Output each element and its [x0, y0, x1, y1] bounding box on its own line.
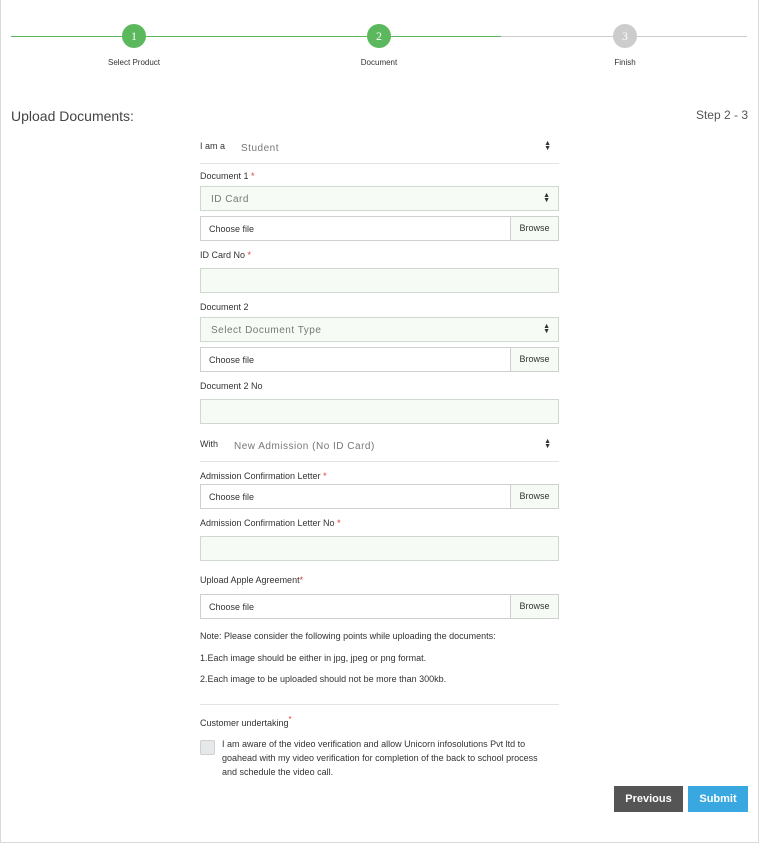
step-2-label: Document — [360, 58, 398, 67]
with-label: With — [200, 439, 218, 449]
document1-type-select[interactable] — [200, 186, 559, 211]
step-3-circle[interactable]: 3 — [613, 24, 637, 48]
upload-note-intro: Note: Please consider the following points while uploading the documents: — [200, 631, 496, 641]
with-select[interactable] — [200, 436, 559, 462]
admission-letter-no-input[interactable] — [200, 536, 559, 561]
document2-no-label: Document 2 No — [200, 381, 263, 391]
with-value: New Admission (No ID Card) — [234, 441, 375, 452]
step-2-circle[interactable]: 2 — [367, 24, 391, 48]
document1-file-text: Choose file — [209, 224, 255, 234]
select-arrows-icon: ▲ ▼ — [544, 438, 551, 450]
document2-type-value: Select Document Type — [211, 325, 322, 336]
previous-button[interactable]: Previous — [614, 786, 683, 812]
document2-file-input[interactable] — [200, 347, 559, 372]
step-1-circle[interactable]: 1 — [122, 24, 146, 48]
document1-type-value: ID Card — [211, 194, 249, 205]
id-card-no-input[interactable] — [200, 268, 559, 293]
step-3-label: Finish — [614, 58, 636, 67]
upload-note-point-2: 2.Each image to be uploaded should not be more than 300kb. — [200, 674, 447, 684]
apple-agreement-browse-button[interactable]: Browse — [510, 595, 558, 618]
id-card-no-label: ID Card No * — [200, 250, 252, 260]
document1-file-input[interactable] — [200, 216, 559, 241]
section-divider — [200, 704, 559, 705]
undertaking-label: Customer undertaking* — [200, 715, 292, 728]
undertaking-checkbox[interactable] — [200, 740, 215, 755]
select-arrows-icon: ▲ ▼ — [543, 192, 550, 204]
apple-agreement-file-text: Choose file — [209, 602, 255, 612]
submit-button[interactable]: Submit — [688, 786, 748, 812]
document1-label: Document 1 * — [200, 171, 255, 181]
document2-file-text: Choose file — [209, 355, 255, 365]
i-am-a-label: I am a — [200, 141, 226, 151]
admission-letter-file-input[interactable] — [200, 484, 559, 509]
select-arrows-icon: ▲ ▼ — [544, 140, 551, 152]
undertaking-text: I am aware of the video verification and allow Unicorn infosolutions Pvt ltd to goahead with my video verification for completion of the back to school process and schedule the video call. — [222, 739, 538, 777]
admission-letter-browse-button[interactable]: Browse — [510, 485, 558, 508]
step-count: Step 2 - 3 — [695, 108, 748, 122]
admission-letter-label: Admission Confirmation Letter * — [200, 471, 327, 481]
page-title: Upload Documents: — [11, 108, 134, 124]
upload-note-point-1: 1.Each image should be either in jpg, jpeg or png format. — [200, 653, 427, 663]
document2-type-select[interactable] — [200, 317, 559, 342]
select-arrows-icon: ▲ ▼ — [543, 323, 550, 335]
apple-agreement-file-input[interactable] — [200, 594, 559, 619]
document2-browse-button[interactable]: Browse — [510, 348, 558, 371]
document2-no-input[interactable] — [200, 399, 559, 424]
step-1-label: Select Product — [107, 58, 161, 67]
i-am-a-value: Student — [241, 143, 279, 154]
stepper-progress-line — [11, 36, 501, 37]
admission-letter-file-text: Choose file — [209, 492, 255, 502]
document2-label: Document 2 — [200, 302, 249, 312]
admission-letter-no-label: Admission Confirmation Letter No * — [200, 518, 341, 528]
apple-agreement-label: Upload Apple Agreement* — [200, 575, 304, 585]
document1-browse-button[interactable]: Browse — [510, 217, 558, 240]
i-am-a-select[interactable] — [200, 138, 559, 164]
